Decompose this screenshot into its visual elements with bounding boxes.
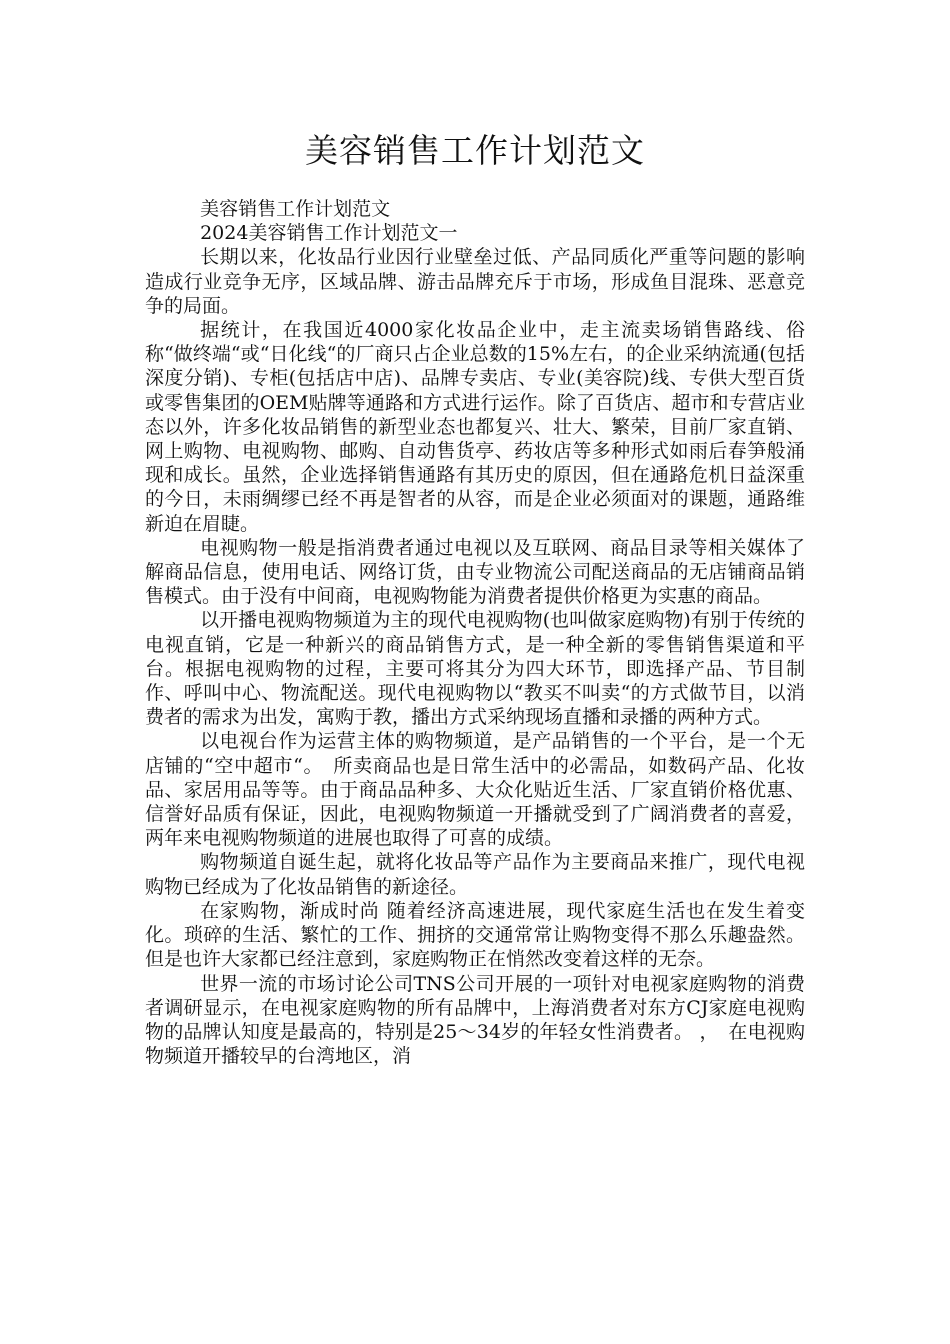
paragraph-heading: 美容销售工作计划范文 <box>200 198 391 220</box>
paragraph: 据统计，在我国近4000家化妆品企业中，走主流卖场销售路线、俗称“做终端“或“日化线“的厂商只占企业总数的15%左右，的企业采纳流通(包括深度分销)、专柜(包括店中店)、品牌专卖店、专业(美容院)线、专供大型百货或零售集团的OEM贴牌等通路和方式进行运作。除了百货店、超市和专营店业态以外，许多化妆品销售的新型业态也都复兴、壮大、繁荣，目前厂家直销、网上购物、电视购物、邮购、自动售货亭、药妆店等多种形式如雨后春笋般涌现和成长。虽然，企业选择销售通路有其历史的原因，但在通路危机日益深重的今日，未雨绸缪已经不再是智者的从容，而是企业必须面对的课题，通路维新迫在眉睫。 <box>145 319 805 535</box>
paragraph: 以开播电视购物频道为主的现代电视购物(也叫做家庭购物)有别于传统的电视直销，它是一种新兴的商品销售方式，是一种全新的零售销售渠道和平台。根据电视购物的过程，主要可将其分为四大环节，即选择产品、节目制作、呼叫中心、物流配送。现代电视购物以“教买不叫卖“的方式做节目，以消费者的需求为出发，寓购于教，播出方式采纳现场直播和录播的两种方式。 <box>145 609 805 729</box>
paragraph: 购物频道自诞生起，就将化妆品等产品作为主要商品来推广，现代电视购物已经成为了化妆品销售的新途径。 <box>145 851 805 898</box>
paragraph: 以电视台作为运营主体的购物频道，是产品销售的一个平台，是一个无店铺的“空中超市“。 所卖商品也是日常生活中的必需品，如数码产品、化妆品、家居用品等等。由于商品品种多、大众化贴近生活、厂家直销价格优惠、信誉好品质有保证，因此，电视购物频道一开播就受到了广阔消费者的喜爱，两年来电视购物频道的进展也取得了可喜的成绩。 <box>145 730 805 850</box>
document-body <box>145 197 805 1068</box>
paragraph: 电视购物一般是指消费者通过电视以及互联网、商品目录等相关媒体了解商品信息，使用电话、网络订货，由专业物流公司配送商品的无店铺商品销售模式。由于没有中间商，电视购物能为消费者提供价格更为实惠的商品。 <box>145 536 805 608</box>
paragraph-subheading: 2024美容销售工作计划范文一 <box>200 222 458 245</box>
paragraph: 世界一流的市场讨论公司TNS公司开展的一项针对电视家庭购物的消费者调研显示，在电视家庭购物的所有品牌中，上海消费者对东方CJ家庭电视购物的品牌认知度是最高的，特别是25～34岁的年轻女性消费者。 ， 在电视购物频道开播较早的台湾地区，消 <box>145 972 805 1068</box>
paragraph: 长期以来，化妆品行业因行业壁垒过低、产品同质化严重等问题的影响造成行业竞争无序，区域品牌、游击品牌充斥于市场，形成鱼目混珠、恶意竞争的局面。 <box>145 246 805 317</box>
document-title: 美容销售工作计划范文 <box>305 131 645 170</box>
paragraph: 在家购物，渐成时尚 随着经济高速进展，现代家庭生活也在发生着变化。琐碎的生活、繁忙的工作、拥挤的交通常常让购物变得不那么乐趣盎然。但是也许大家都已经注意到，家庭购物正在悄然改变着这样的无奈。 <box>145 899 805 971</box>
